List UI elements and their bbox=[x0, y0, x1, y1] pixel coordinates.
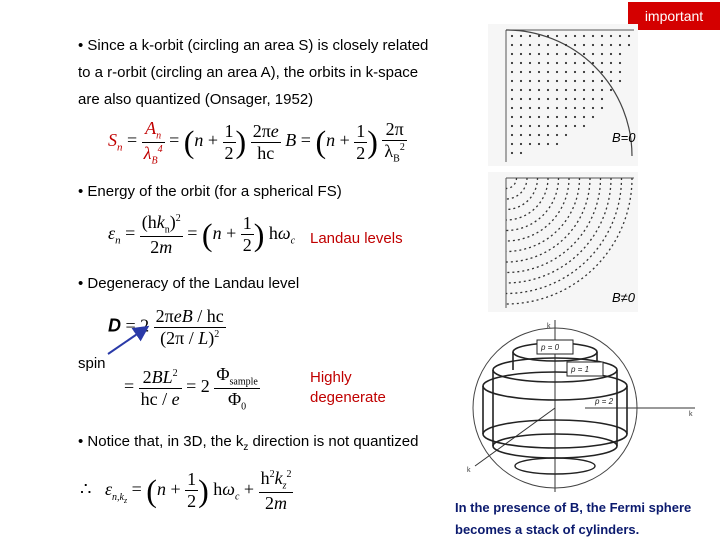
lattice-dot bbox=[592, 98, 594, 100]
lattice-dot bbox=[547, 143, 549, 145]
lattice-dot bbox=[520, 152, 522, 154]
lattice-dot bbox=[538, 62, 540, 64]
lattice-dot bbox=[520, 89, 522, 91]
lattice-dot bbox=[592, 71, 594, 73]
lattice-dot bbox=[574, 53, 576, 55]
onsager-equation: $S_n$ = $\frac{A_n}{\lambda_B^4}$ = (n + $\frac{1}{2}$ ) $\frac{2\pi e}{hc}$ B = (n + $\frac{1}{2}$ ) $\frac{2\pi}{\lambda_B^2}$ bbox=[108, 118, 405, 167]
lattice-dot bbox=[583, 98, 585, 100]
lattice-dot bbox=[511, 35, 513, 37]
lattice-dot bbox=[538, 143, 540, 145]
important-badge: important bbox=[628, 2, 720, 30]
lattice-dot bbox=[529, 125, 531, 127]
lattice-dot bbox=[529, 80, 531, 82]
lattice-dot bbox=[520, 53, 522, 55]
lattice-dot bbox=[574, 71, 576, 73]
bullet-kz-sub: z bbox=[243, 442, 249, 453]
svg-text:k: k bbox=[689, 411, 693, 418]
lattice-dot bbox=[583, 44, 585, 46]
lattice-dot bbox=[529, 62, 531, 64]
lattice-dot bbox=[610, 44, 612, 46]
lattice-dot bbox=[538, 71, 540, 73]
lattice-dot bbox=[628, 44, 630, 46]
bne0-label: B≠0 bbox=[612, 290, 636, 305]
lattice-dot bbox=[565, 107, 567, 109]
lattice-dot bbox=[565, 89, 567, 91]
lattice-dot bbox=[511, 80, 513, 82]
lattice-dot bbox=[556, 71, 558, 73]
lattice-dot bbox=[511, 134, 513, 136]
lattice-dot bbox=[574, 44, 576, 46]
lattice-dot bbox=[592, 35, 594, 37]
lattice-dot bbox=[520, 107, 522, 109]
lattice-dot bbox=[601, 89, 603, 91]
lattice-dot bbox=[547, 89, 549, 91]
lattice-dot bbox=[520, 98, 522, 100]
bullet-onsager-line2: to a r-orbit (circling an area A), the orbits in k-space bbox=[78, 64, 419, 81]
landau-levels-label: Landau levels bbox=[310, 230, 403, 247]
lattice-dot bbox=[538, 53, 540, 55]
lattice-dot bbox=[556, 107, 558, 109]
lattice-dot bbox=[511, 152, 513, 154]
lattice-dot bbox=[520, 44, 522, 46]
landau-energy-equation: $\varepsilon_n$ = $\frac{(hk_n)^2}{2m}$ = (n + $\frac{1}{2}$ ) $h\omega_c$ bbox=[108, 212, 296, 257]
lattice-dot bbox=[583, 89, 585, 91]
lattice-dot bbox=[592, 53, 594, 55]
lattice-dot bbox=[511, 62, 513, 64]
degeneracy-equation-2: = $\frac{2BL^2}{hc / e}$ = 2 $\frac{\Phi_{sample}}{\Phi_0}$ bbox=[124, 364, 258, 413]
lattice-dot bbox=[538, 107, 540, 109]
lattice-dot bbox=[583, 35, 585, 37]
lattice-dot bbox=[511, 116, 513, 118]
lattice-dot bbox=[556, 89, 558, 91]
lattice-dot bbox=[601, 80, 603, 82]
lattice-dot bbox=[511, 125, 513, 127]
lattice-dot bbox=[556, 98, 558, 100]
lattice-dot bbox=[547, 107, 549, 109]
lattice-dot bbox=[565, 80, 567, 82]
svg-text:p = 2: p = 2 bbox=[595, 397, 614, 406]
svg-text:k: k bbox=[547, 323, 551, 330]
lattice-dot bbox=[583, 62, 585, 64]
lattice-dot bbox=[628, 35, 630, 37]
lattice-dot bbox=[538, 134, 540, 136]
lattice-dot bbox=[511, 53, 513, 55]
lattice-dot bbox=[565, 125, 567, 127]
svg-text:k: k bbox=[467, 467, 471, 474]
lattice-dot bbox=[601, 44, 603, 46]
lattice-dot bbox=[619, 62, 621, 64]
b0-label: B=0 bbox=[612, 130, 636, 145]
lattice-dot bbox=[574, 125, 576, 127]
lattice-dot bbox=[538, 125, 540, 127]
bullet-kz-pre: • Notice that, in 3D, the k bbox=[78, 433, 244, 450]
lattice-dot bbox=[538, 44, 540, 46]
lattice-dot bbox=[520, 125, 522, 127]
kz-energy-equation: ∴ $\varepsilon_{n,k_z} = (n$ + $\frac{1}{2}$ ) $h\omega_c$ + $\frac{h^2k_z^2}{2m}$ bbox=[80, 468, 292, 513]
highly-degenerate-label bbox=[310, 368, 386, 408]
lattice-dot bbox=[538, 80, 540, 82]
lattice-dot bbox=[583, 116, 585, 118]
bullet-degeneracy: • Degeneracy of the Landau level bbox=[78, 275, 300, 292]
lattice-dot bbox=[583, 53, 585, 55]
lattice-dot bbox=[556, 116, 558, 118]
lattice-dot bbox=[610, 35, 612, 37]
lattice-dot bbox=[511, 143, 513, 145]
lattice-dot bbox=[565, 35, 567, 37]
lattice-dot bbox=[511, 107, 513, 109]
lattice-dot bbox=[511, 71, 513, 73]
lattice-dot bbox=[547, 35, 549, 37]
lattice-dot bbox=[556, 35, 558, 37]
lattice-dot bbox=[583, 80, 585, 82]
lattice-dot bbox=[610, 80, 612, 82]
lattice-dot bbox=[556, 125, 558, 127]
lattice-dot bbox=[547, 125, 549, 127]
bullet-kz bbox=[78, 428, 418, 461]
lattice-dot bbox=[592, 62, 594, 64]
bullet-onsager-line1: • Since a k-orbit (circling an area S) is closely related bbox=[78, 37, 429, 54]
svg-text:p = 0: p = 0 bbox=[541, 343, 560, 352]
lattice-dot bbox=[520, 80, 522, 82]
fermi-cylinders-diagram bbox=[455, 316, 705, 496]
lattice-dot bbox=[529, 98, 531, 100]
lattice-dot bbox=[520, 116, 522, 118]
lattice-dot bbox=[619, 35, 621, 37]
lattice-dot bbox=[556, 44, 558, 46]
lattice-dot bbox=[574, 116, 576, 118]
lattice-dot bbox=[574, 62, 576, 64]
lattice-dot bbox=[619, 71, 621, 73]
lattice-dot bbox=[574, 35, 576, 37]
lattice-dot bbox=[583, 107, 585, 109]
lattice-dot bbox=[538, 89, 540, 91]
lattice-dot bbox=[601, 107, 603, 109]
spin-arrow bbox=[100, 318, 160, 358]
lattice-dot bbox=[529, 134, 531, 136]
lattice-dot bbox=[538, 98, 540, 100]
lattice-dot bbox=[583, 125, 585, 127]
lattice-dot bbox=[592, 89, 594, 91]
lattice-dot bbox=[565, 98, 567, 100]
lattice-dot bbox=[565, 44, 567, 46]
lattice-dot bbox=[529, 116, 531, 118]
lattice-dot bbox=[547, 80, 549, 82]
lattice-dot bbox=[547, 98, 549, 100]
lattice-dot bbox=[529, 107, 531, 109]
lattice-dot bbox=[511, 44, 513, 46]
degenerate-label: degenerate bbox=[310, 389, 386, 406]
lattice-dot bbox=[538, 116, 540, 118]
lattice-dot bbox=[610, 53, 612, 55]
caption-line1: In the presence of B, the Fermi sphere bbox=[455, 500, 692, 515]
lattice-dot bbox=[565, 134, 567, 136]
lattice-dot bbox=[547, 116, 549, 118]
lattice-dot bbox=[511, 89, 513, 91]
lattice-dot bbox=[520, 143, 522, 145]
lattice-dot bbox=[547, 53, 549, 55]
bullet-kz-post: direction is not quantized bbox=[248, 433, 419, 450]
lattice-dot bbox=[619, 53, 621, 55]
lattice-dot bbox=[556, 143, 558, 145]
lattice-dot bbox=[556, 134, 558, 136]
lattice-dot bbox=[529, 71, 531, 73]
lattice-dot bbox=[619, 80, 621, 82]
lattice-dot bbox=[619, 44, 621, 46]
lattice-dot bbox=[583, 71, 585, 73]
lattice-dot bbox=[574, 107, 576, 109]
lattice-dot bbox=[520, 62, 522, 64]
lattice-dot bbox=[574, 80, 576, 82]
lattice-dot bbox=[538, 35, 540, 37]
lattice-dot bbox=[601, 35, 603, 37]
bullet-energy: • Energy of the orbit (for a spherical FS) bbox=[78, 183, 342, 200]
lattice-dot bbox=[610, 62, 612, 64]
lattice-dot bbox=[601, 62, 603, 64]
lattice-dot bbox=[565, 62, 567, 64]
svg-text:p = 1: p = 1 bbox=[571, 365, 590, 374]
lattice-dot bbox=[547, 62, 549, 64]
lattice-dot bbox=[565, 71, 567, 73]
lattice-dot bbox=[520, 134, 522, 136]
lattice-dot bbox=[601, 98, 603, 100]
lattice-dot bbox=[556, 53, 558, 55]
lattice-dot bbox=[556, 62, 558, 64]
lattice-dot bbox=[601, 71, 603, 73]
lattice-dot bbox=[529, 35, 531, 37]
lattice-dot bbox=[529, 89, 531, 91]
lattice-dot bbox=[520, 35, 522, 37]
lattice-dot bbox=[574, 98, 576, 100]
degeneracy-equation-1: D = 2 $\frac{\text{2πeB / hc}}{(2\pi / L)^2}$ bbox=[108, 306, 224, 348]
caption-line2: becomes a stack of cylinders. bbox=[455, 522, 640, 537]
lattice-dot bbox=[529, 143, 531, 145]
highly-label: Highly bbox=[310, 369, 352, 386]
lattice-dot bbox=[574, 89, 576, 91]
lattice-dot bbox=[556, 80, 558, 82]
lattice-dot bbox=[547, 44, 549, 46]
lattice-dot bbox=[511, 98, 513, 100]
lattice-dot bbox=[547, 71, 549, 73]
bullet-onsager-line3: are also quantized (Onsager, 1952) bbox=[78, 91, 314, 108]
lattice-dot bbox=[565, 116, 567, 118]
lattice-dot bbox=[592, 107, 594, 109]
lattice-dot bbox=[592, 116, 594, 118]
lattice-dot bbox=[592, 80, 594, 82]
cylinder-caption bbox=[455, 497, 691, 541]
lattice-dot bbox=[610, 71, 612, 73]
lattice-dot bbox=[520, 71, 522, 73]
lattice-dot bbox=[529, 53, 531, 55]
lattice-dot bbox=[529, 44, 531, 46]
lattice-dot bbox=[601, 53, 603, 55]
lattice-dot bbox=[547, 134, 549, 136]
lattice-dot bbox=[610, 89, 612, 91]
lattice-dot bbox=[592, 44, 594, 46]
spin-label: spin bbox=[78, 355, 106, 372]
lattice-dot bbox=[565, 53, 567, 55]
